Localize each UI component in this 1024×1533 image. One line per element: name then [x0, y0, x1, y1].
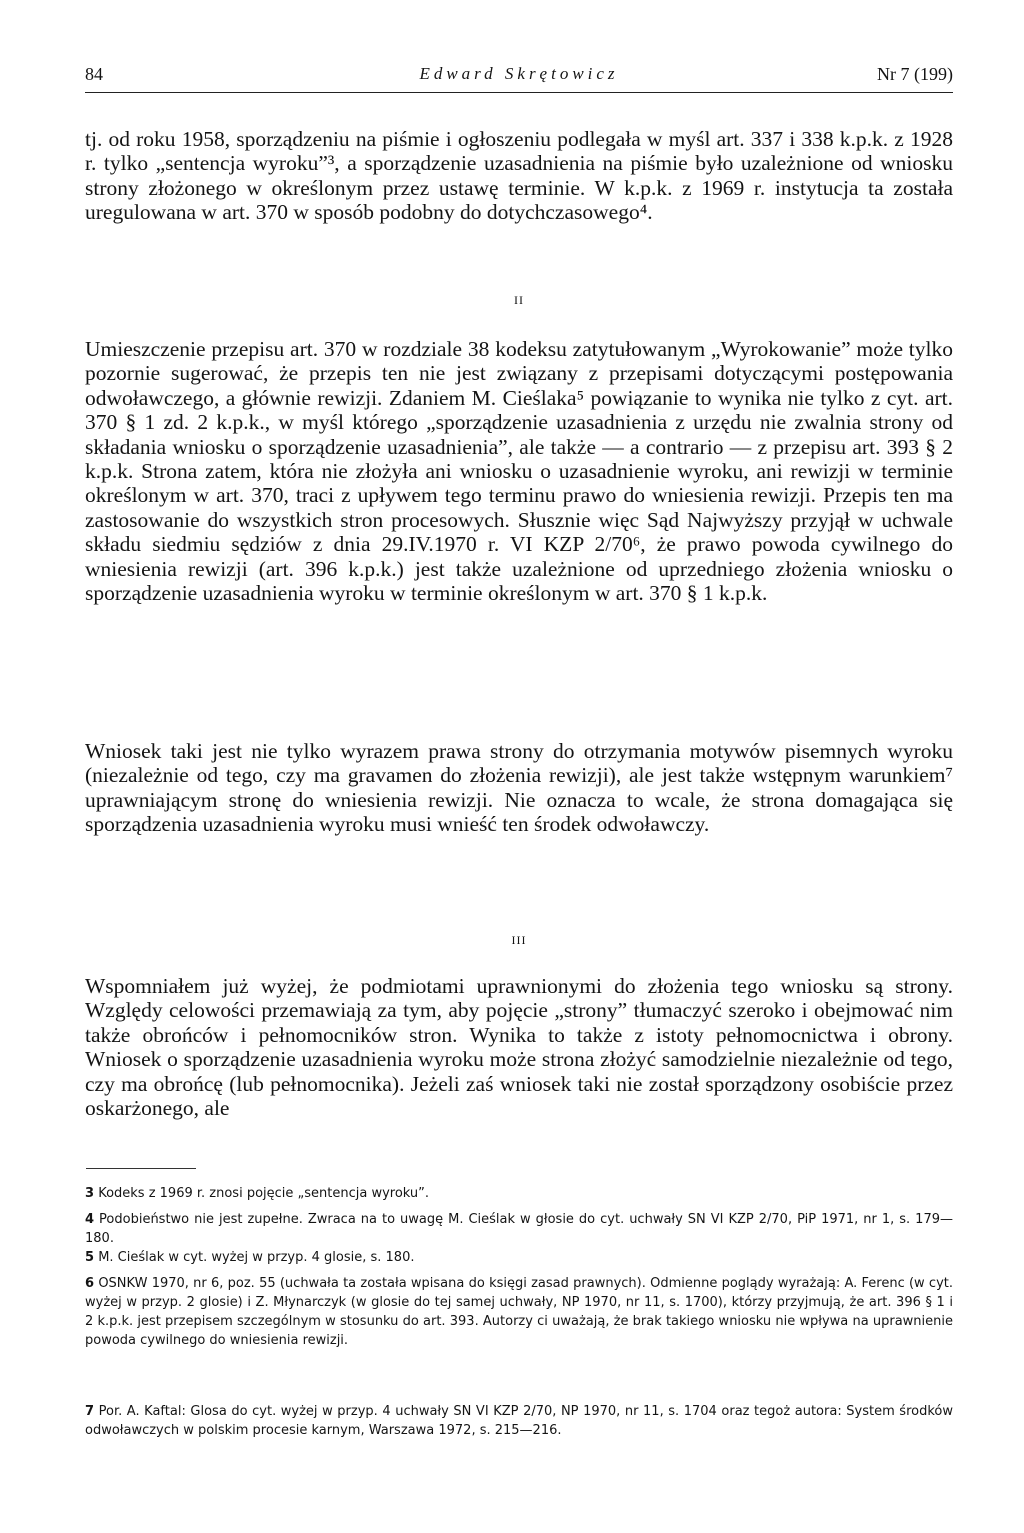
section-heading-ii: II: [514, 293, 524, 307]
footnote-6: [85, 1274, 953, 1350]
section-ii-paragraph-2: Wniosek taki jest nie tylko wyrazem prawa strony do otrzymania motywów pisemnych wyroku (niezależnie od tego, czy ma gravamen do złożenia rewizji), ale jest także wstępnym warunkiem⁷ uprawniającym stronę do wniesienia rewizji. Nie oznacza to wcale, że strona domagająca się sporządzenia uzasadnienia wyroku musi wnieść ten środek odwoławczy.: [85, 739, 953, 837]
section-iii-paragraph: Wspomniałem już wyżej, że podmiotami uprawnionymi do złożenia tego wniosku są strony. Względy celowości przemawiają za tym, aby pojęcie „strony” tłumaczyć szeroko i obejmować nim także obrońców i pełnomocników stron. Wynika to także z istoty pełnomocnictwa i obrony. Wniosek o sporządzenie uzasadnienia wyroku może strona złożyć samodzielnie niezależnie od tego, czy ma obrońcę (lub pełnomocnika). Jeżeli zaś wniosek taki nie został sporządzony osobiście przez oskarżonego, ale: [85, 974, 953, 1121]
footnote-mark: 4: [85, 1212, 95, 1227]
intro-paragraph: tj. od roku 1958, sporządzeniu na piśmie i ogłoszeniu podlegała w myśl art. 337 i 338 k.p.k. z 1928 r. tylko „sentencja wyroku”³, a sporządzenie uzasadnienia na piśmie było uzależnione od wniosku strony złożonego w określonym przez ustawę terminie. W k.p.k. z 1969 r. instytucja ta została uregulowana w art. 370 w sposób podobny do dotychczasowego⁴.: [85, 127, 953, 225]
footnote-mark: 6: [85, 1276, 95, 1291]
running-title-author: Edward Skrętowicz: [419, 64, 619, 83]
section-heading-iii: III: [511, 933, 527, 947]
page-number: 84: [85, 64, 103, 84]
running-header: [85, 62, 953, 93]
footnote-mark: 3: [85, 1186, 95, 1201]
footnote-mark: 7: [85, 1404, 95, 1419]
footnote-7: [85, 1402, 953, 1440]
footnote-divider: [86, 1168, 196, 1169]
footnote-mark: 5: [85, 1250, 95, 1265]
footnote-4: [85, 1210, 953, 1248]
footnote-text: M. Cieślak w cyt. wyżej w przyp. 4 glosie, s. 180.: [98, 1250, 415, 1265]
footnote-text: OSNKW 1970, nr 6, poz. 55 (uchwała ta została wpisana do księgi zasad prawnych). Odmienne poglądy wyrażają: A. Ferenc (w cyt. wyżej w przyp. 2 glosie) i Z. Młynarczyk (w glosie do tej samej uchwały, NP 1970, nr 11, s. 1700), którzy przyjmują, że art. 396 § 1 i 2 k.p.k. jest przepisem szczególnym w stosunku do art. 393. Autorzy ci uważają, że brak takiego wniosku nie wpływa na uprawnienie powoda cywilnego do wniesienia rewizji.: [85, 1276, 953, 1348]
issue-number: Nr 7 (199): [877, 64, 953, 84]
section-ii-paragraph-1: Umieszczenie przepisu art. 370 w rozdziale 38 kodeksu zatytułowanym „Wyrokowanie” może tylko pozornie sugerować, że przepis ten nie jest związany z przepisami dotyczącymi postępowania odwoławczego, a głównie rewizji. Zdaniem M. Cieślaka⁵ powiązanie to wynika nie tylko z cyt. art. 370 § 1 zd. 2 k.p.k., w myśl którego „sporządzenie uzasadnienia z urzędu nie zwalnia strony od składania wniosku o sporządzenie uzasadnienia”, ale także — a contrario — z przepisu art. 393 § 2 k.p.k. Strona zatem, która nie złożyła ani wniosku o uzasadnienie wyroku, ani rewizji w terminie określonym w art. 370, traci z upływem tego terminu prawo do wniesienia rewizji. Przepis ten ma zastosowanie do wszystkich stron procesowych. Słusznie więc Sąd Najwyższy przyjął w uchwale składu siedmiu sędziów z dnia 29.IV.1970 r. VI KZP 2/70⁶, że prawo powoda cywilnego do wniesienia rewizji (art. 396 k.p.k.) jest także uzależnione od uprzedniego złożenia wniosku o sporządzenie uzasadnienia wyroku w terminie określonym w art. 370 § 1 k.p.k.: [85, 337, 953, 606]
footnote-text: Podobieństwo nie jest zupełne. Zwraca na to uwagę M. Cieślak w głosie do cyt. uchwały SN VI KZP 2/70, PiP 1971, nr 1, s. 179—180.: [85, 1212, 953, 1246]
footnote-text: Por. A. Kaftal: Glosa do cyt. wyżej w przyp. 4 uchwały SN VI KZP 2/70, NP 1970, nr 11, s. 1704 oraz tegoż autora: System środków odwoławczych w polskim procesie karnym, Warszawa 1972, s. 215—216.: [85, 1404, 953, 1438]
footnote-3: [85, 1184, 953, 1203]
footnote-text: Kodeks z 1969 r. znosi pojęcie „sentencja wyroku”.: [98, 1186, 430, 1201]
footnote-5: [85, 1248, 953, 1267]
